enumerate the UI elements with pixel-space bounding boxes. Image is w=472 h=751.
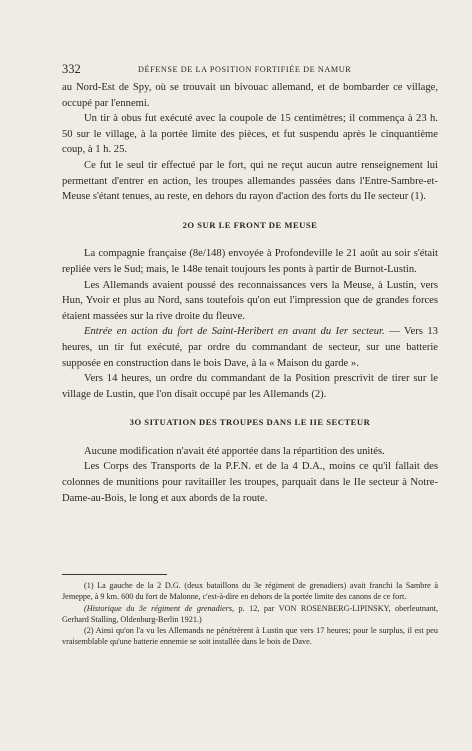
paragraph: Un tir à obus fut exécuté avec la coupole de 15 centimètres; il commença à 23 h. 50 sur le village, à la portée limite des pièces, et fut suspendu après le cinquantième coup, à 1 h. 25. [62,113,438,156]
footnote-source [62,603,438,626]
footnotes [62,574,438,648]
paragraph: Les Allemands avaient poussé des reconnaissances vers la Meuse, à Lustin, vers Hun, Yvoir et plus au Nord, sans toutefois qu'on eut l'impression que de grandes forces étaient massées sur la rive droite du fleuve. [62,279,438,322]
footnote: (1) La gauche de la 2 D.G. (deux bataillons du 3e régiment de grenadiers) avait franchi la Sambre à Jemeppe, à 9 km. 600 du fort de Malonne, c'est-à-dire en dehors de la portée limite des canons de ce fort. [62,581,438,602]
paragraph: au Nord-Est de Spy, où se trouvait un bivouac allemand, et de bombarder ce village, occupé par l'ennemi. [62,82,438,109]
section-heading: 2O SUR LE FRONT DE MEUSE [182,219,318,230]
page-header [62,64,440,78]
section-heading: 3O SITUATION DES TROUPES DANS LE IIE SECTEUR [129,417,371,428]
paragraph: Aucune modification n'avait été apportée dans la répartition des unités. [84,445,385,457]
body-text [62,80,438,506]
footnote: (2) Ainsi qu'on l'a vu les Allemands ne pénétrèrent à Lustin que vers 17 heures; pour le surplus, il est peu vraisemblable qu'une batterie ennemie se soit installée dans le bois de Dave. [62,626,438,647]
paragraph: La compagnie française (8e/148) envoyée à Profondeville le 21 août au soir s'était repliée vers le Sud; mais, le 148e tenait toujours les ponts à partir de Burnot-Lustin. [62,248,438,275]
paragraph-text: — Vers 13 heures, un tir fut exécuté, par ordre du commandant de secteur, sur une batterie supposée en construction dans le bois Dave, à la « Maison du garde ». [62,326,438,369]
running-title: DÉFENSE DE LA POSITION FORTIFIÉE DE NAMUR [138,65,352,74]
page-number: 332 [62,62,81,76]
paragraph [62,324,438,371]
source-details: p. 12, par VON ROSENBERG-LIPINSKY, oberleutnant, Gerhard Stalling, Oldenburg-Berlin 1921.) [62,603,438,624]
paragraph: Vers 14 heures, un ordre du commandant de la Position prescrivit de tirer sur le village de Lustin, que l'on disait occupé par les Allemands (2). [62,373,438,400]
paragraph: Les Corps des Transports de la P.F.N. et de la 4 D.A., moins ce qu'il fallait des colonnes de munitions pour ravitailler les troupes, parquait dans le IIe secteur à Notre-Dame-au-Bois, le long et aux abords de la route. [62,461,438,504]
paragraph: Ce fut le seul tir effectué par le fort, qui ne reçut aucun autre renseignement lui permettant d'entrer en action, les troupes allemandes passées dans l'Entre-Sambre-et-Meuse s'étant tenues, au reste, en dehors du rayon d'action des forts du IIe secteur (1). [62,159,438,203]
italic-lead: Entrée en action du fort de Saint-Heribert en avant du Ier secteur. [84,326,385,338]
footnote-rule [62,574,167,575]
source-title: (Historique du 3e régiment de grenadiers, [84,603,235,613]
